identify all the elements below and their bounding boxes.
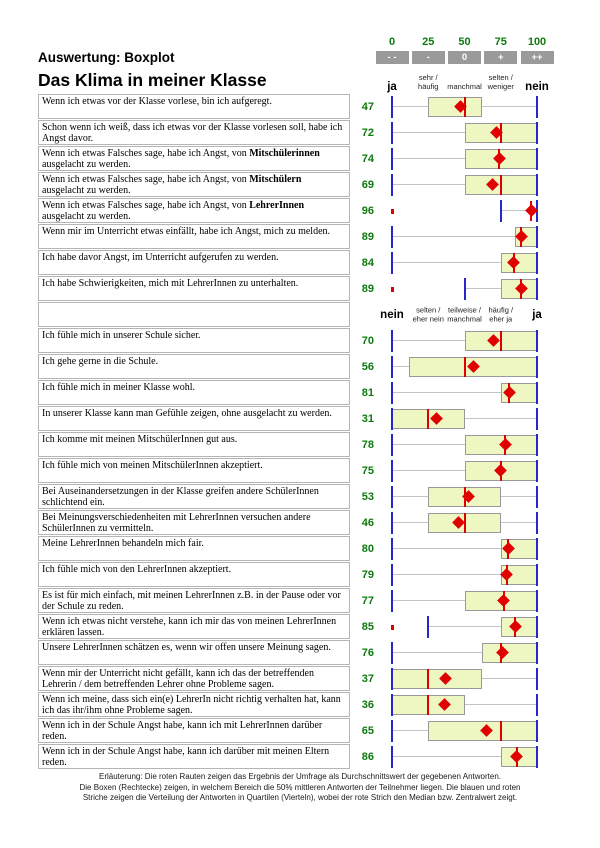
whisker-end-tick — [464, 278, 466, 300]
survey-row — [38, 354, 568, 380]
survey-row — [38, 432, 568, 458]
median-line — [500, 175, 502, 195]
outlier-tick — [391, 209, 394, 214]
whisker-end-tick — [391, 694, 393, 716]
question-text: Wenn ich etwas nicht verstehe, kann ich mir das von meinen LehrerInnen erklären lassen. — [38, 614, 350, 639]
boxplot — [390, 406, 540, 432]
mean-value: 75 — [361, 465, 374, 477]
question-text: In unserer Klasse kann man Gefühle zeigen, ohne ausgelacht zu werden. — [38, 406, 350, 431]
survey-row — [38, 328, 568, 354]
axis-label: ja — [532, 308, 542, 321]
whisker-end-tick — [391, 148, 393, 170]
boxplot — [390, 614, 540, 640]
mean-value: 53 — [361, 491, 374, 503]
quartile-box — [482, 643, 537, 663]
survey-row — [38, 692, 568, 718]
median-line — [464, 357, 466, 377]
question-text: Ich fühle mich von meinen MitschülerInnen akzeptiert. — [38, 458, 350, 483]
survey-row — [38, 120, 568, 146]
axis-header-top — [387, 62, 549, 93]
boxplot — [390, 94, 540, 120]
rating-band-cell: - — [412, 51, 445, 64]
whisker-line — [482, 678, 537, 679]
whisker-end-tick — [391, 96, 393, 118]
rating-band-cell: ++ — [521, 51, 554, 64]
whisker-line — [428, 626, 501, 627]
survey-row — [38, 666, 568, 692]
mean-value: 78 — [361, 439, 374, 451]
whisker-line — [392, 730, 428, 731]
whisker-line — [465, 288, 501, 289]
scale-tick-label: 25 — [422, 36, 435, 48]
whisker-line — [392, 756, 501, 757]
mean-value: 77 — [361, 595, 374, 607]
whisker-line — [392, 496, 428, 497]
whisker-end-tick — [536, 512, 538, 534]
whisker-line — [392, 574, 501, 575]
axis-header-row — [38, 302, 568, 328]
question-text: Ich habe Schwierigkeiten, mich mit LehrerInnen zu unterhalten. — [38, 276, 350, 301]
survey-row — [38, 276, 568, 302]
survey-row — [38, 94, 568, 120]
question-text: Ich fühle mich in unserer Schule sicher. — [38, 328, 350, 353]
whisker-line — [392, 106, 428, 107]
whisker-line — [501, 522, 537, 523]
whisker-end-tick — [536, 148, 538, 170]
question-text: Wenn ich etwas Falsches sage, habe ich Angst, von LehrerInnen ausgelacht zu werden. — [38, 198, 350, 223]
boxplot — [390, 146, 540, 172]
median-line — [427, 669, 429, 689]
axis-label: sehr / häufig — [418, 73, 439, 91]
whisker-end-tick — [536, 252, 538, 274]
median-line — [427, 695, 429, 715]
question-text — [38, 302, 350, 327]
median-line — [500, 331, 502, 351]
legend-line: Striche zeigen die Verteilung der Antworten in Quartilen (Vierteln), wobei der rote Strich den Median bzw. Zentralwert zeigt. — [82, 793, 518, 802]
whisker-end-tick — [391, 122, 393, 144]
whisker-end-tick — [391, 642, 393, 664]
whisker-end-tick — [391, 460, 393, 482]
mean-value: 36 — [361, 699, 374, 711]
whisker-line — [465, 704, 538, 705]
whisker-end-tick — [391, 408, 393, 430]
boxplot — [390, 224, 540, 250]
boxplot — [390, 666, 540, 692]
whisker-end-tick — [536, 356, 538, 378]
scale-tick-label: 75 — [494, 36, 507, 48]
whisker-line — [392, 262, 501, 263]
whisker-end-tick — [391, 330, 393, 352]
whisker-line — [501, 496, 537, 497]
whisker-end-tick — [391, 512, 393, 534]
whisker-end-tick — [536, 278, 538, 300]
rating-band-cell: + — [484, 51, 517, 64]
question-text: Ich fühle mich von den LehrerInnen akzeptiert. — [38, 562, 350, 587]
median-line — [500, 721, 502, 741]
survey-row — [38, 744, 568, 770]
whisker-line — [392, 444, 465, 445]
whisker-line — [392, 652, 482, 653]
scale-tick-label: 100 — [527, 36, 547, 48]
legend-text — [20, 772, 580, 804]
mean-value: 69 — [361, 179, 374, 191]
whisker-end-tick — [391, 564, 393, 586]
survey-row — [38, 224, 568, 250]
survey-row — [38, 406, 568, 432]
median-line — [427, 409, 429, 429]
whisker-end-tick — [391, 590, 393, 612]
mean-value: 47 — [361, 101, 374, 113]
mean-value: 80 — [361, 543, 374, 555]
survey-row — [38, 640, 568, 666]
survey-row — [38, 250, 568, 276]
mean-value: 31 — [361, 413, 374, 425]
boxplot — [390, 562, 540, 588]
question-text: Ich fühle mich in meiner Klasse wohl. — [38, 380, 350, 405]
mean-value: 65 — [361, 725, 374, 737]
survey-row — [38, 458, 568, 484]
axis-label: selten / eher nein — [412, 305, 444, 323]
whisker-end-tick — [536, 564, 538, 586]
axis-label: manchmal — [447, 81, 482, 91]
scale-tick-row — [388, 36, 547, 50]
page-title: Das Klima in meiner Klasse — [38, 70, 267, 90]
whisker-end-tick — [427, 616, 429, 638]
boxplot — [390, 120, 540, 146]
question-text: Bei Auseinandersetzungen in der Klasse greifen andere SchülerInnen schlichtend ein. — [38, 484, 350, 509]
axis-label: häufig / eher ja — [488, 305, 514, 323]
mean-value: 37 — [361, 673, 374, 685]
whisker-line — [392, 392, 501, 393]
survey-row — [38, 562, 568, 588]
whisker-end-tick — [391, 226, 393, 248]
survey-row — [38, 588, 568, 614]
mean-value: 84 — [361, 257, 374, 269]
axis-label: nein — [525, 80, 549, 93]
question-text: Schon wenn ich weiß, dass ich etwas vor der Klasse vorlesen soll, habe ich Angst davor. — [38, 120, 350, 145]
whisker-end-tick — [391, 538, 393, 560]
whisker-end-tick — [391, 356, 393, 378]
boxplot — [390, 276, 540, 302]
boxplot — [390, 692, 540, 718]
whisker-end-tick — [536, 590, 538, 612]
survey-row — [38, 718, 568, 744]
mean-value: 85 — [361, 621, 374, 633]
boxplot — [390, 588, 540, 614]
whisker-end-tick — [391, 746, 393, 768]
survey-rows — [38, 94, 568, 770]
whisker-end-tick — [391, 434, 393, 456]
mean-value: 46 — [361, 517, 374, 529]
whisker-end-tick — [536, 434, 538, 456]
whisker-line — [392, 158, 465, 159]
legend-line: Erläuterung: Die roten Rauten zeigen das Ergebnis der Umfrage als Durchschnittswert der gegebenen Antworten. — [98, 772, 501, 781]
whisker-end-tick — [391, 382, 393, 404]
survey-row — [38, 510, 568, 536]
whisker-line — [392, 184, 465, 185]
question-text: Wenn ich meine, dass sich ein(e) LehrerIn nicht richtig verhalten hat, kann ich das ihr/ihm ohne Probleme sagen. — [38, 692, 350, 717]
question-text: Wenn ich in der Schule Angst habe, kann ich mit LehrerInnen darüber reden. — [38, 718, 350, 743]
question-text: Es ist für mich einfach, mit meinen LehrerInnen z.B. in der Pause oder vor der Schule zu reden. — [38, 588, 350, 613]
whisker-line — [482, 106, 537, 107]
survey-row — [38, 484, 568, 510]
survey-row — [38, 614, 568, 640]
survey-row — [38, 380, 568, 406]
mean-value: 76 — [361, 647, 374, 659]
whisker-end-tick — [536, 616, 538, 638]
whisker-end-tick — [391, 174, 393, 196]
boxplot — [390, 250, 540, 276]
whisker-end-tick — [536, 96, 538, 118]
whisker-line — [392, 548, 501, 549]
axis-label: selten / weniger — [487, 73, 514, 91]
rating-band-cell: - - — [376, 51, 409, 64]
boxplot — [390, 328, 540, 354]
whisker-line — [392, 132, 465, 133]
scale-tick-label: 50 — [458, 36, 471, 48]
question-text: Ich habe davor Angst, im Unterricht aufgerufen zu werden. — [38, 250, 350, 275]
mean-value: 79 — [361, 569, 374, 581]
boxplot — [390, 354, 540, 380]
whisker-line — [392, 470, 465, 471]
question-text: Wenn mir der Unterricht nicht gefällt, kann ich das der betreffenden Lehrerin / dem betreffenden Lehrer ohne Probleme sagen. — [38, 666, 350, 691]
boxplot — [390, 510, 540, 536]
rating-band-cell: 0 — [448, 51, 481, 64]
axis-label: teilweise / manchmal — [447, 305, 482, 323]
boxplot — [390, 198, 540, 224]
whisker-end-tick — [536, 460, 538, 482]
boxplot — [390, 484, 540, 510]
whisker-end-tick — [536, 382, 538, 404]
boxplot — [390, 744, 540, 770]
whisker-end-tick — [536, 122, 538, 144]
question-text: Ich komme mit meinen MitschülerInnen gut aus. — [38, 432, 350, 457]
whisker-line — [392, 340, 465, 341]
survey-row — [38, 172, 568, 198]
question-text: Wenn mir im Unterricht etwas einfällt, habe ich Angst, mich zu melden. — [38, 224, 350, 249]
whisker-line — [392, 600, 465, 601]
boxplot — [390, 432, 540, 458]
whisker-line — [392, 366, 409, 367]
survey-row — [38, 198, 568, 224]
legend-line: Die Boxen (Rechtecke) zeigen, in welchem Bereich die 50% mittleren Antworten der Teilnehmer liegen. Die blauen und roten — [79, 782, 521, 792]
whisker-end-tick — [536, 330, 538, 352]
survey-row — [38, 536, 568, 562]
axis-label: ja — [387, 80, 397, 93]
boxplot — [390, 536, 540, 562]
whisker-end-tick — [536, 226, 538, 248]
boxplot — [390, 380, 540, 406]
whisker-end-tick — [536, 486, 538, 508]
mean-value: 89 — [361, 283, 374, 295]
whisker-end-tick — [391, 720, 393, 742]
outlier-tick — [391, 625, 394, 630]
boxplot — [390, 172, 540, 198]
question-text: Ich gehe gerne in die Schule. — [38, 354, 350, 379]
quartile-box — [392, 669, 482, 689]
question-text: Wenn ich etwas vor der Klasse vorlese, bin ich aufgeregt. — [38, 94, 350, 119]
axis-label: nein — [380, 308, 404, 321]
mean-value: 96 — [361, 205, 374, 217]
mean-value: 89 — [361, 231, 374, 243]
whisker-line — [392, 522, 428, 523]
mean-value: 56 — [361, 361, 374, 373]
whisker-end-tick — [536, 720, 538, 742]
question-text: Meine LehrerInnen behandeln mich fair. — [38, 536, 350, 561]
whisker-end-tick — [536, 642, 538, 664]
boxplot — [390, 458, 540, 484]
question-text: Wenn ich etwas Falsches sage, habe ich Angst, von Mitschülerinnen ausgelacht zu werden. — [38, 146, 350, 171]
axis-header-mid — [380, 302, 542, 328]
question-text: Unsere LehrerInnen schätzen es, wenn wir offen unsere Meinung sagen. — [38, 640, 350, 665]
mean-value: 74 — [361, 153, 374, 165]
whisker-end-tick — [536, 408, 538, 430]
whisker-end-tick — [536, 694, 538, 716]
whisker-line — [465, 418, 538, 419]
whisker-end-tick — [536, 668, 538, 690]
outlier-tick — [391, 287, 394, 292]
scale-tick-label: 0 — [388, 36, 396, 48]
boxplot — [390, 718, 540, 744]
whisker-end-tick — [536, 538, 538, 560]
whisker-end-tick — [536, 746, 538, 768]
whisker-end-tick — [500, 200, 502, 222]
question-text: Wenn ich in der Schule Angst habe, kann ich darüber mit meinen Eltern reden. — [38, 744, 350, 769]
whisker-end-tick — [391, 252, 393, 274]
report-title: Auswertung: Boxplot — [38, 50, 175, 65]
mean-value: 86 — [361, 751, 374, 763]
whisker-end-tick — [391, 668, 393, 690]
whisker-end-tick — [391, 486, 393, 508]
question-text: Bei Meinungsverschiedenheiten mit LehrerInnen versuchen andere SchülerInnen zu vermitteln. — [38, 510, 350, 535]
whisker-end-tick — [536, 174, 538, 196]
whisker-line — [392, 236, 515, 237]
boxplot — [390, 640, 540, 666]
survey-row — [38, 146, 568, 172]
mean-value: 72 — [361, 127, 374, 139]
question-text: Wenn ich etwas Falsches sage, habe ich Angst, von Mitschülern ausgelacht zu werden. — [38, 172, 350, 197]
mean-value: 81 — [361, 387, 374, 399]
mean-value: 70 — [361, 335, 374, 347]
